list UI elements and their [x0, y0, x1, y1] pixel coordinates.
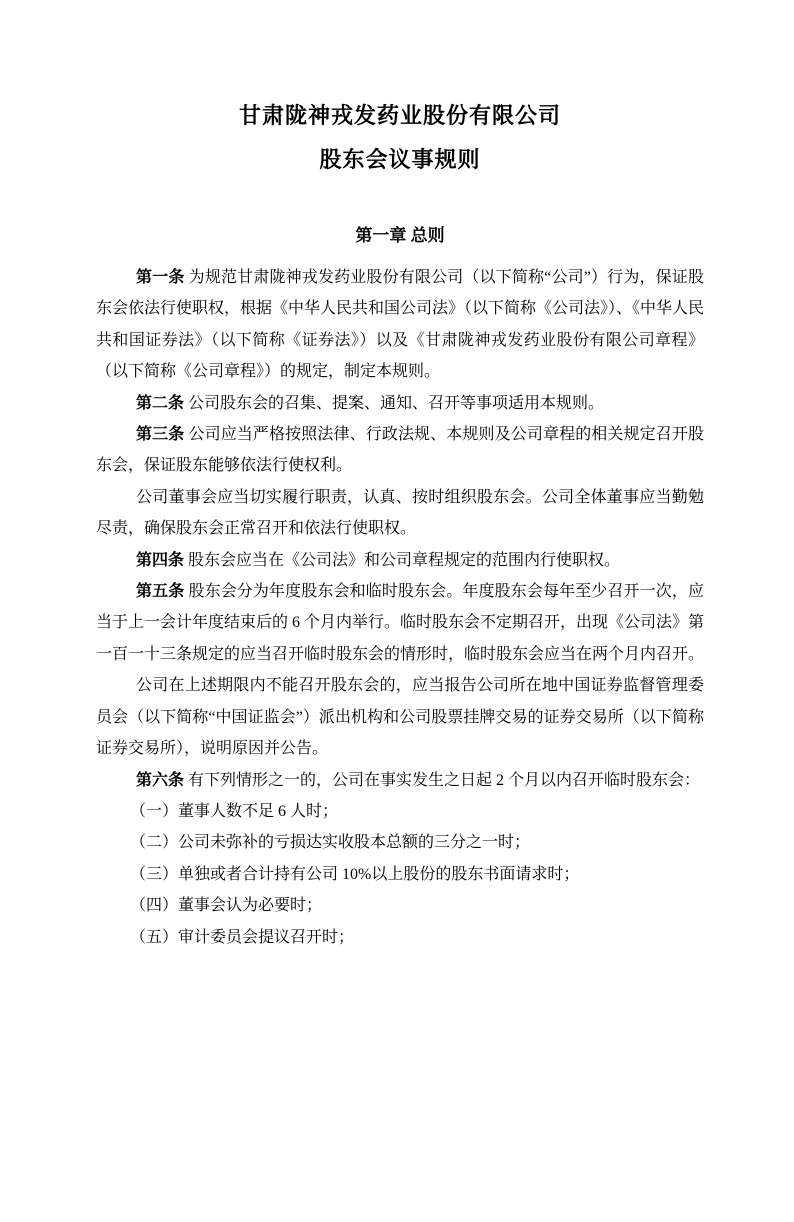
paragraph-article-3-continued [96, 482, 704, 545]
list-item-3: （三）单独或者合计持有公司 10%以上股份的股东书面请求时； [130, 865, 580, 883]
paragraph-article-3 [96, 419, 704, 482]
document-body [96, 262, 704, 953]
list-item-2: （二）公司未弥补的亏损达实收股本总额的三分之一时； [130, 834, 531, 852]
paragraph-article-5-continued [96, 670, 704, 764]
paragraph-article-4 [96, 545, 704, 576]
list-item-1: （一）董事人数不足 6 人时； [130, 802, 339, 820]
document-subtitle: 股东会议事规则 [319, 147, 481, 172]
paragraph-article-2 [96, 388, 704, 419]
paragraph-text: 有下列情形之一的，公司在事实发生之日起 2 个月以内召开临时股东会： [188, 771, 701, 789]
chapter-heading: 第一章 总则 [355, 226, 445, 245]
article-number: 第二条 [136, 394, 189, 412]
paragraph-text: 为规范甘肃陇神戎发药业股份有限公司（以下简称“公司”）行为，保证股东会依法行使职权，根据《中华人民共和国公司法》（以下简称《公司法》）、《中华人民共和国证券法》（以下简称《证券法》）以及《甘肃陇神戎发药业股份有限公司章程》（以下简称《公司章程》）的规定，制定本规则。 [96, 269, 705, 381]
paragraph-text: 公司董事会应当切实履行职责，认真、按时组织股东会。公司全体董事应当勤勉尽责，确保股东会正常召开和依法行使职权。 [96, 488, 704, 538]
paragraph-text: 公司应当严格按照法律、行政法规、本规则及公司章程的相关规定召开股东会，保证股东能够依法行使权利。 [96, 426, 704, 475]
document-page [0, 100, 794, 1222]
list-item-4: （四）董事会认为必要时； [130, 897, 323, 915]
article-number: 第五条 [136, 583, 189, 601]
article-number: 第四条 [136, 551, 189, 569]
list-item-5: （五）审计委员会提议召开时； [130, 928, 355, 946]
paragraph-article-5 [96, 576, 704, 670]
article-number: 第三条 [136, 426, 189, 444]
article-number: 第六条 [136, 771, 189, 789]
article-number: 第一条 [136, 269, 189, 286]
paragraph-article-1 [96, 262, 704, 388]
paragraph-text: 股东会分为年度股东会和临时股东会。年度股东会每年至少召开一次，应当于上一会计年度结束后的 6 个月内举行。临时股东会不定期召开，出现《公司法》第一百一十三条规定的应当召开临时股东会的情形时，临时股东会应当在两个月内召开。 [96, 583, 705, 663]
paragraph-text: 公司股东会的召集、提案、通知、召开等事项适用本规则。 [188, 394, 605, 412]
paragraph-text: 公司在上述期限内不能召开股东会的，应当报告公司所在地中国证券监督管理委员会（以下简称“中国证监会”）派出机构和公司股票挂牌交易的证券交易所（以下简称证券交易所），说明原因并公告。 [96, 677, 704, 758]
paragraph-article-6 [96, 765, 704, 796]
document-title: 甘肃陇神戎发药业股份有限公司 [238, 103, 561, 128]
paragraph-text: 股东会应当在《公司法》和公司章程规定的范围内行使职权。 [188, 551, 621, 569]
